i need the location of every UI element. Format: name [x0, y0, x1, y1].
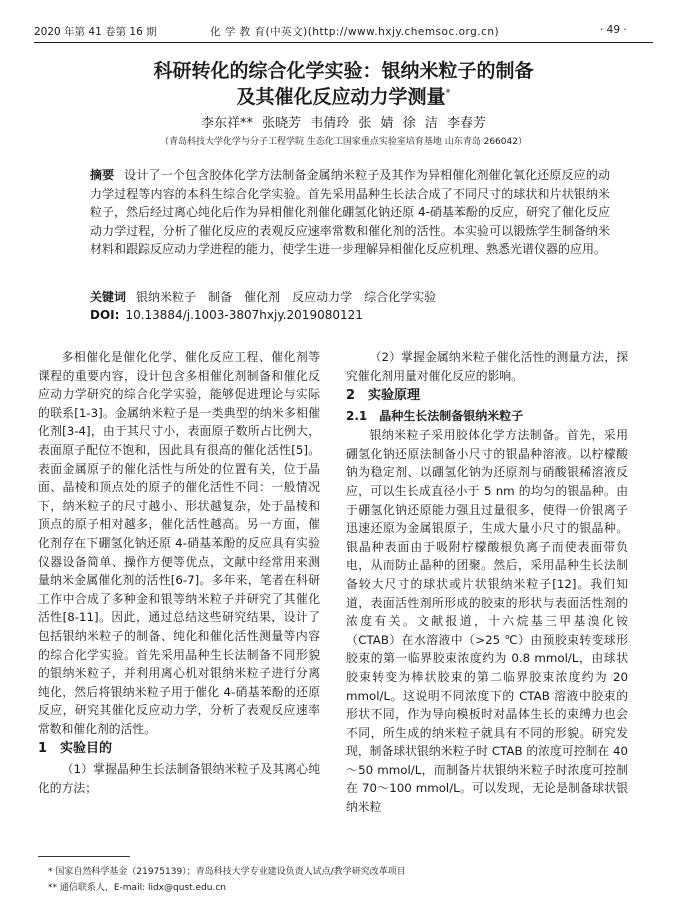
footnote-rule — [38, 856, 130, 857]
keyword: 制备 — [208, 290, 233, 304]
title-footnote-mark: * — [445, 87, 451, 99]
abstract-label: 摘要 — [90, 168, 115, 182]
footnote-contact: ** 通信联系人，E-mail: lidx@qust.edu.cn — [48, 883, 226, 893]
title-line-2 — [34, 82, 653, 109]
keywords — [90, 288, 610, 305]
keyword: 反应动力学 — [292, 290, 353, 304]
header-rule — [34, 42, 653, 43]
subsection-heading-seed-growth: 2.1 晶种生长法制备银纳米粒子 — [346, 409, 524, 424]
intro-paragraph: 多相催化是催化化学、催化反应工程、催化剂等课程的重要内容，设计包含多相催化剂制备和催化反应动力学研究的综合化学实验，能够促进理论与实际的联系[1-3]。金属纳米粒子是一类典型的纳米多相催化剂[3-4]，由于其尺寸小，表面原子数所占比例大，表面原子配位不饱和，因此具有很高的催化活性[5]。表面金属原子的催化活性与所处的位置有关，位于晶面、晶棱和顶点处的原子的催化活性不同：一般情况下，纳米粒子的尺寸越小、形状越复杂，处于晶棱和顶点的原子相对越多，催化活性越高。另一方面，催化剂存在下硼氢化钠还原 4-硝基苯酚的反应具有实验仪器设备简单、操作方便等优点，文献中经常用来测量纳米金属催化剂的活性[6-7]。多年来，笔者在科研工作中合成了多种金和银等纳米粒子并研究了其催化活性[8-11]。因此，通过总结这些研究结果，设计了包括银纳米粒子的制备、纯化和催化活性测量等内容的综合化学实验。首先采用晶种生长法制备不同形貌的银纳米粒子，并利用离心机对银纳米粒子进行分离纯化，然后将银纳米粒子用于催化 4-硝基苯酚的还原反应，研究其催化反应动力学，分析了表观反应速率常数和催化剂的活性。 — [38, 350, 320, 736]
doi-value[interactable]: 10.13884/j.1003-3807hxjy.2019080121 — [125, 308, 363, 322]
footnote-funding: * 国家自然科学基金（21975139）；青岛科技大学专业建设负责人试点/教学研究改革项目 — [48, 867, 406, 877]
title-line-1: 科研转化的综合化学实验：银纳米粒子的制备 — [153, 60, 534, 82]
section-heading-objectives: 1 实验目的 — [38, 741, 113, 757]
right-column — [346, 348, 628, 817]
journal-name: 化 学 教 育(中英文)(http://www.hxjy.chemsoc.org.cn) — [210, 26, 500, 38]
left-column — [38, 348, 320, 798]
principle-paragraph: 银纳米粒子采用胶体化学方法制备。首先，采用硼氢化钠还原法制备小尺寸的银晶种溶液。以柠檬酸钠为稳定剂、以硼氢化钠为还原剂与硝酸银稀溶液反应，可以生长成直径小于 5 nm 的均匀的银晶种。由于硼氢化钠还原能力强且过量很多，使得一价银离子迅速还原为金属银原子，生成大量小尺寸的银晶种。银晶种表面由于吸附柠檬酸根负离子而使表面带负电，从而防止晶种的团聚。然后，采用晶种生长法制备较大尺寸的球状或片状银纳米粒子[12]。我们知道，表面活性剂所形成的胶束的形状与表面活性剂的浓度有关。文献报道，十六烷基三甲基溴化铵（CTAB）在水溶液中（>25 ℃）由预胶束转变球形胶束的第一临界胶束浓度约为 0.8 mmol/L，由球状胶束转变为棒状胶束的第二临界胶束浓度约为 20 mmol/L。这说明不同浓度下的 CTAB 溶液中胶束的形状不同，作为导向模板时对晶体生长的束缚力也会不同，所生成的纳米粒子就具有不同的形貌。研究发现，制备球状银纳米粒子时 CTAB 的浓度可控制在 40～50 mmol/L，而制备片状银纳米粒子时浓度可控制在 70～100 mmol/L。可以发现，无论是制备球状银纳米粒 — [346, 428, 628, 815]
keyword: 银纳米粒子 — [136, 290, 197, 304]
doi — [90, 308, 610, 322]
objective-2: （2）掌握金属纳米粒子催化活性的测量方法，探究催化剂用量对催化反应的影响。 — [346, 350, 628, 383]
abstract — [90, 166, 610, 259]
journal-issue: 2020 年第 41 卷第 16 期 — [34, 26, 157, 38]
keywords-label: 关键词 — [90, 290, 127, 304]
affiliation: （青岛科技大学化学与分子工程学院 生态化工国家重点实验室培育基地 山东青岛 266042） — [160, 137, 527, 147]
authors: 李东祥** 张晓芳 韦倩玲 张 婧 徐 洁 李春芳 — [201, 116, 486, 131]
section-heading-principles: 2 实验原理 — [346, 388, 421, 404]
title-line-2-text: 及其催化反应动力学测量 — [236, 86, 446, 108]
abstract-text: 设计了一个包含胶体化学方法制备金属纳米粒子及其作为异相催化剂催化氧化还原反应的动力学过程等内容的本科生综合化学实验。首先采用晶种生长法合成了不同尺寸的球状和片状银纳米粒子，然后经过离心纯化后作为异相催化剂催化硼氢化钠还原 4-硝基苯酚的反应，研究了催化反应动力学过程，分析了催化反应的表观反应速率常数和催化剂的活性。本实验可以锻炼学生制备纳米材料和跟踪反应动力学进程的能力，使学生进一步理解异相催化反应机理、熟悉光谱仪器的应用。 — [90, 168, 610, 257]
keyword: 催化剂 — [244, 290, 281, 304]
objective-1: （1）掌握晶种生长法制备银纳米粒子及其离心纯化的方法； — [38, 762, 320, 796]
keyword: 综合化学实验 — [364, 290, 437, 304]
doi-label: DOI: — [90, 308, 120, 322]
page-number: · 49 · — [600, 24, 627, 36]
